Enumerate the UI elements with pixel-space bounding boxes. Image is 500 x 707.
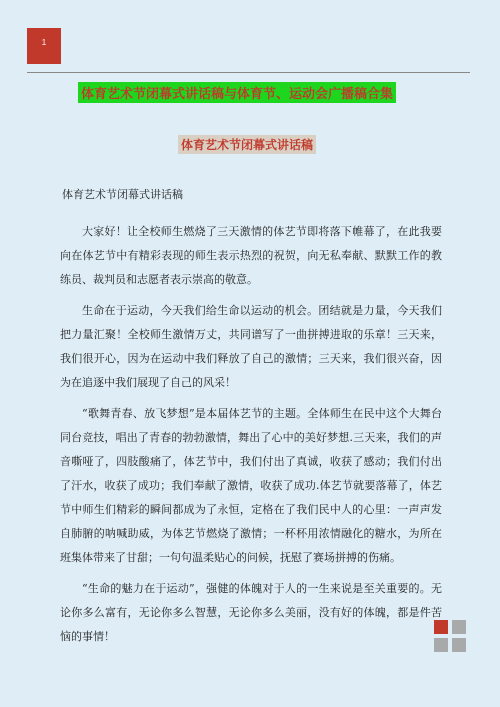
page-number: 1 [41,38,47,47]
header-divider [27,72,470,73]
paragraph-2: 生命在于运动，今天我们给生命以运动的机会。团结就是力量，今天我们把力量汇聚！全校师生激情万丈，共同谱写了一曲拼搏进取的乐章！三天来，我们很开心，因为在运动中我们释放了自己的激情；三天来，我们很兴奋，因为在追逐中我们展现了自己的风采！ [60,304,442,389]
paragraph-3: “歌舞青春、放飞梦想”是本届体艺节的主题。全体师生在民中这个大舞台同台竞技，唱出了青春的勃勃激情，舞出了心中的美好梦想.三天来，我们的声音嘶哑了，四肢酸痛了，体艺节中，我们付出了真诚，收获了感动；我们付出了汗水，收获了成功；我们奉献了激情，收获了成功.体艺节就要落幕了，体艺节中师生们精彩的瞬间都成为了永恒，定格在了我们民中人的心里：一声声发自肺腑的呐喊助威，为体艺节燃烧了激情；一杯杯用浓情融化的糖水，为所在班集体带来了甘甜；一句句温柔贴心的问候，抚慰了赛场拼搏的伤痛。 [60,407,442,564]
paragraph-1: 大家好！让全校师生燃烧了三天激情的体艺节即将落下帷幕了，在此我要向在体艺节中有精彩表现的师生表示热烈的祝贺，向无私奉献、默默工作的教练员、裁判员和志愿者表示崇高的敬意。 [60,225,442,286]
decor-square [434,638,448,652]
decor-square [452,638,466,652]
document-title: 体育艺术节闭幕式讲话稿与体育节、运动会广播稿合集 [78,82,396,103]
decorative-squares [434,620,466,652]
decor-square [434,620,448,634]
page-number-badge [27,28,61,64]
body-heading: 体育艺术节闭幕式讲话稿 [62,188,183,201]
decor-square [452,620,466,634]
section-title: 体育艺术节闭幕式讲话稿 [178,135,316,154]
document-body [60,183,442,656]
paragraph-4: “生命的魅力在于运动”，强健的体魄对于人的一生来说是至关重要的。无论你多么富有，无论你多么智慧，无论你多么美丽，没有好的体魄，都是件苦恼的事情！ [60,582,442,643]
